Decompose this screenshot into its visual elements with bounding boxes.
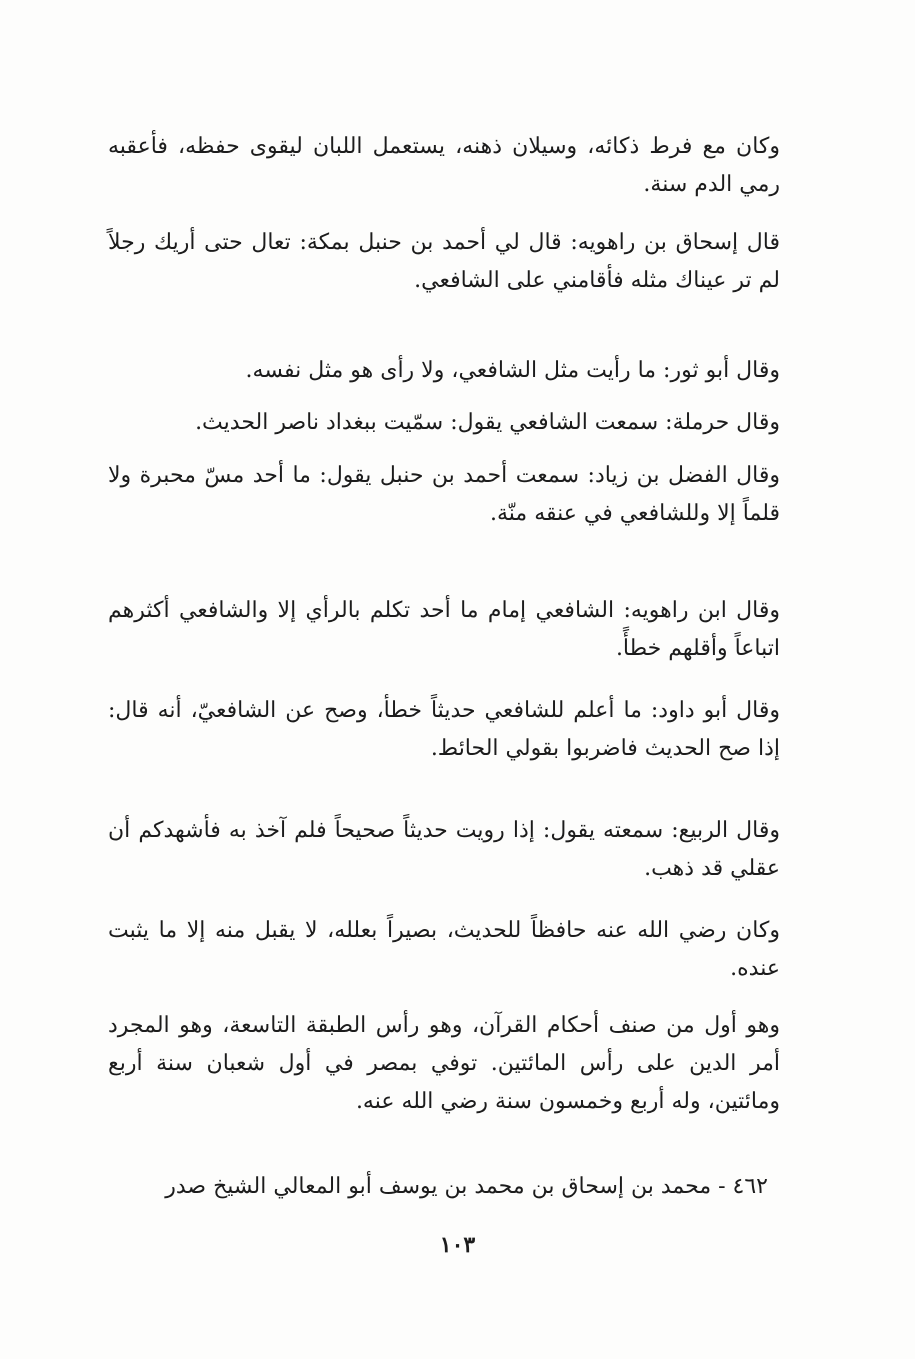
paragraph-fadl-ibn-ziyad: وقال الفضل بن زياد: سمعت أحمد بن حنبل يقول: ما أحد مسّ محبرة ولا قلماً إلا وللشافعي في عنقه منّة. bbox=[108, 463, 780, 526]
paragraph-ahkam-al-quran: وهو أول من صنف أحكام القرآن، وهو رأس الطبقة التاسعة، وهو المجرد أمر الدين على رأس المائتين. توفي بمصر في أول شعبان سنة أربع ومائتين، وله أربع وخمسون سنة رضي الله عنه. bbox=[108, 1013, 780, 1114]
paragraph-harmala: وقال حرملة: سمعت الشافعي يقول: سمّيت ببغداد ناصر الحديث. bbox=[195, 410, 780, 435]
paragraph-hafiz: وكان رضي الله عنه حافظاً للحديث، بصيراً بعلله، لا يقبل منه إلا ما يثبت عنده. bbox=[108, 918, 780, 981]
paragraph-ibn-rahawayh: وقال ابن راهويه: الشافعي إمام ما أحد تكلم بالرأي إلا والشافعي أكثرهم اتباعاً وأقلهم خطأً. bbox=[108, 598, 780, 661]
paragraph-abu-thawr: وقال أبو ثور: ما رأيت مثل الشافعي، ولا رأى هو مثل نفسه. bbox=[245, 358, 780, 383]
paragraph-al-rabi: وقال الربيع: سمعته يقول: إذا رويت حديثاً صحيحاً فلم آخذ به فأشهدكم أن عقلي قد ذهب. bbox=[108, 818, 780, 881]
paragraph-ishaq-rahawayh: قال إسحاق بن راهويه: قال لي أحمد بن حنبل بمكة: تعال حتى أريك رجلاً لم تر عيناك مثله فأقامني على الشافعي. bbox=[108, 230, 780, 293]
paragraph-abu-dawud: وقال أبو داود: ما أعلم للشافعي حديثاً خطأ، وصح عن الشافعيّ، أنه قال: إذا صح الحديث فاضربوا بقولي الحائط. bbox=[108, 698, 780, 761]
page-number: ١٠٣ bbox=[439, 1232, 476, 1258]
entry-heading: ٤٦٢ - محمد بن إسحاق بن محمد بن يوسف أبو المعالي الشيخ صدر bbox=[165, 1174, 768, 1199]
paragraph-ludicrous-memory: وكان مع فرط ذكائه، وسيلان ذهنه، يستعمل اللبان ليقوى حفظه، فأعقبه رمي الدم سنة. bbox=[108, 134, 780, 197]
